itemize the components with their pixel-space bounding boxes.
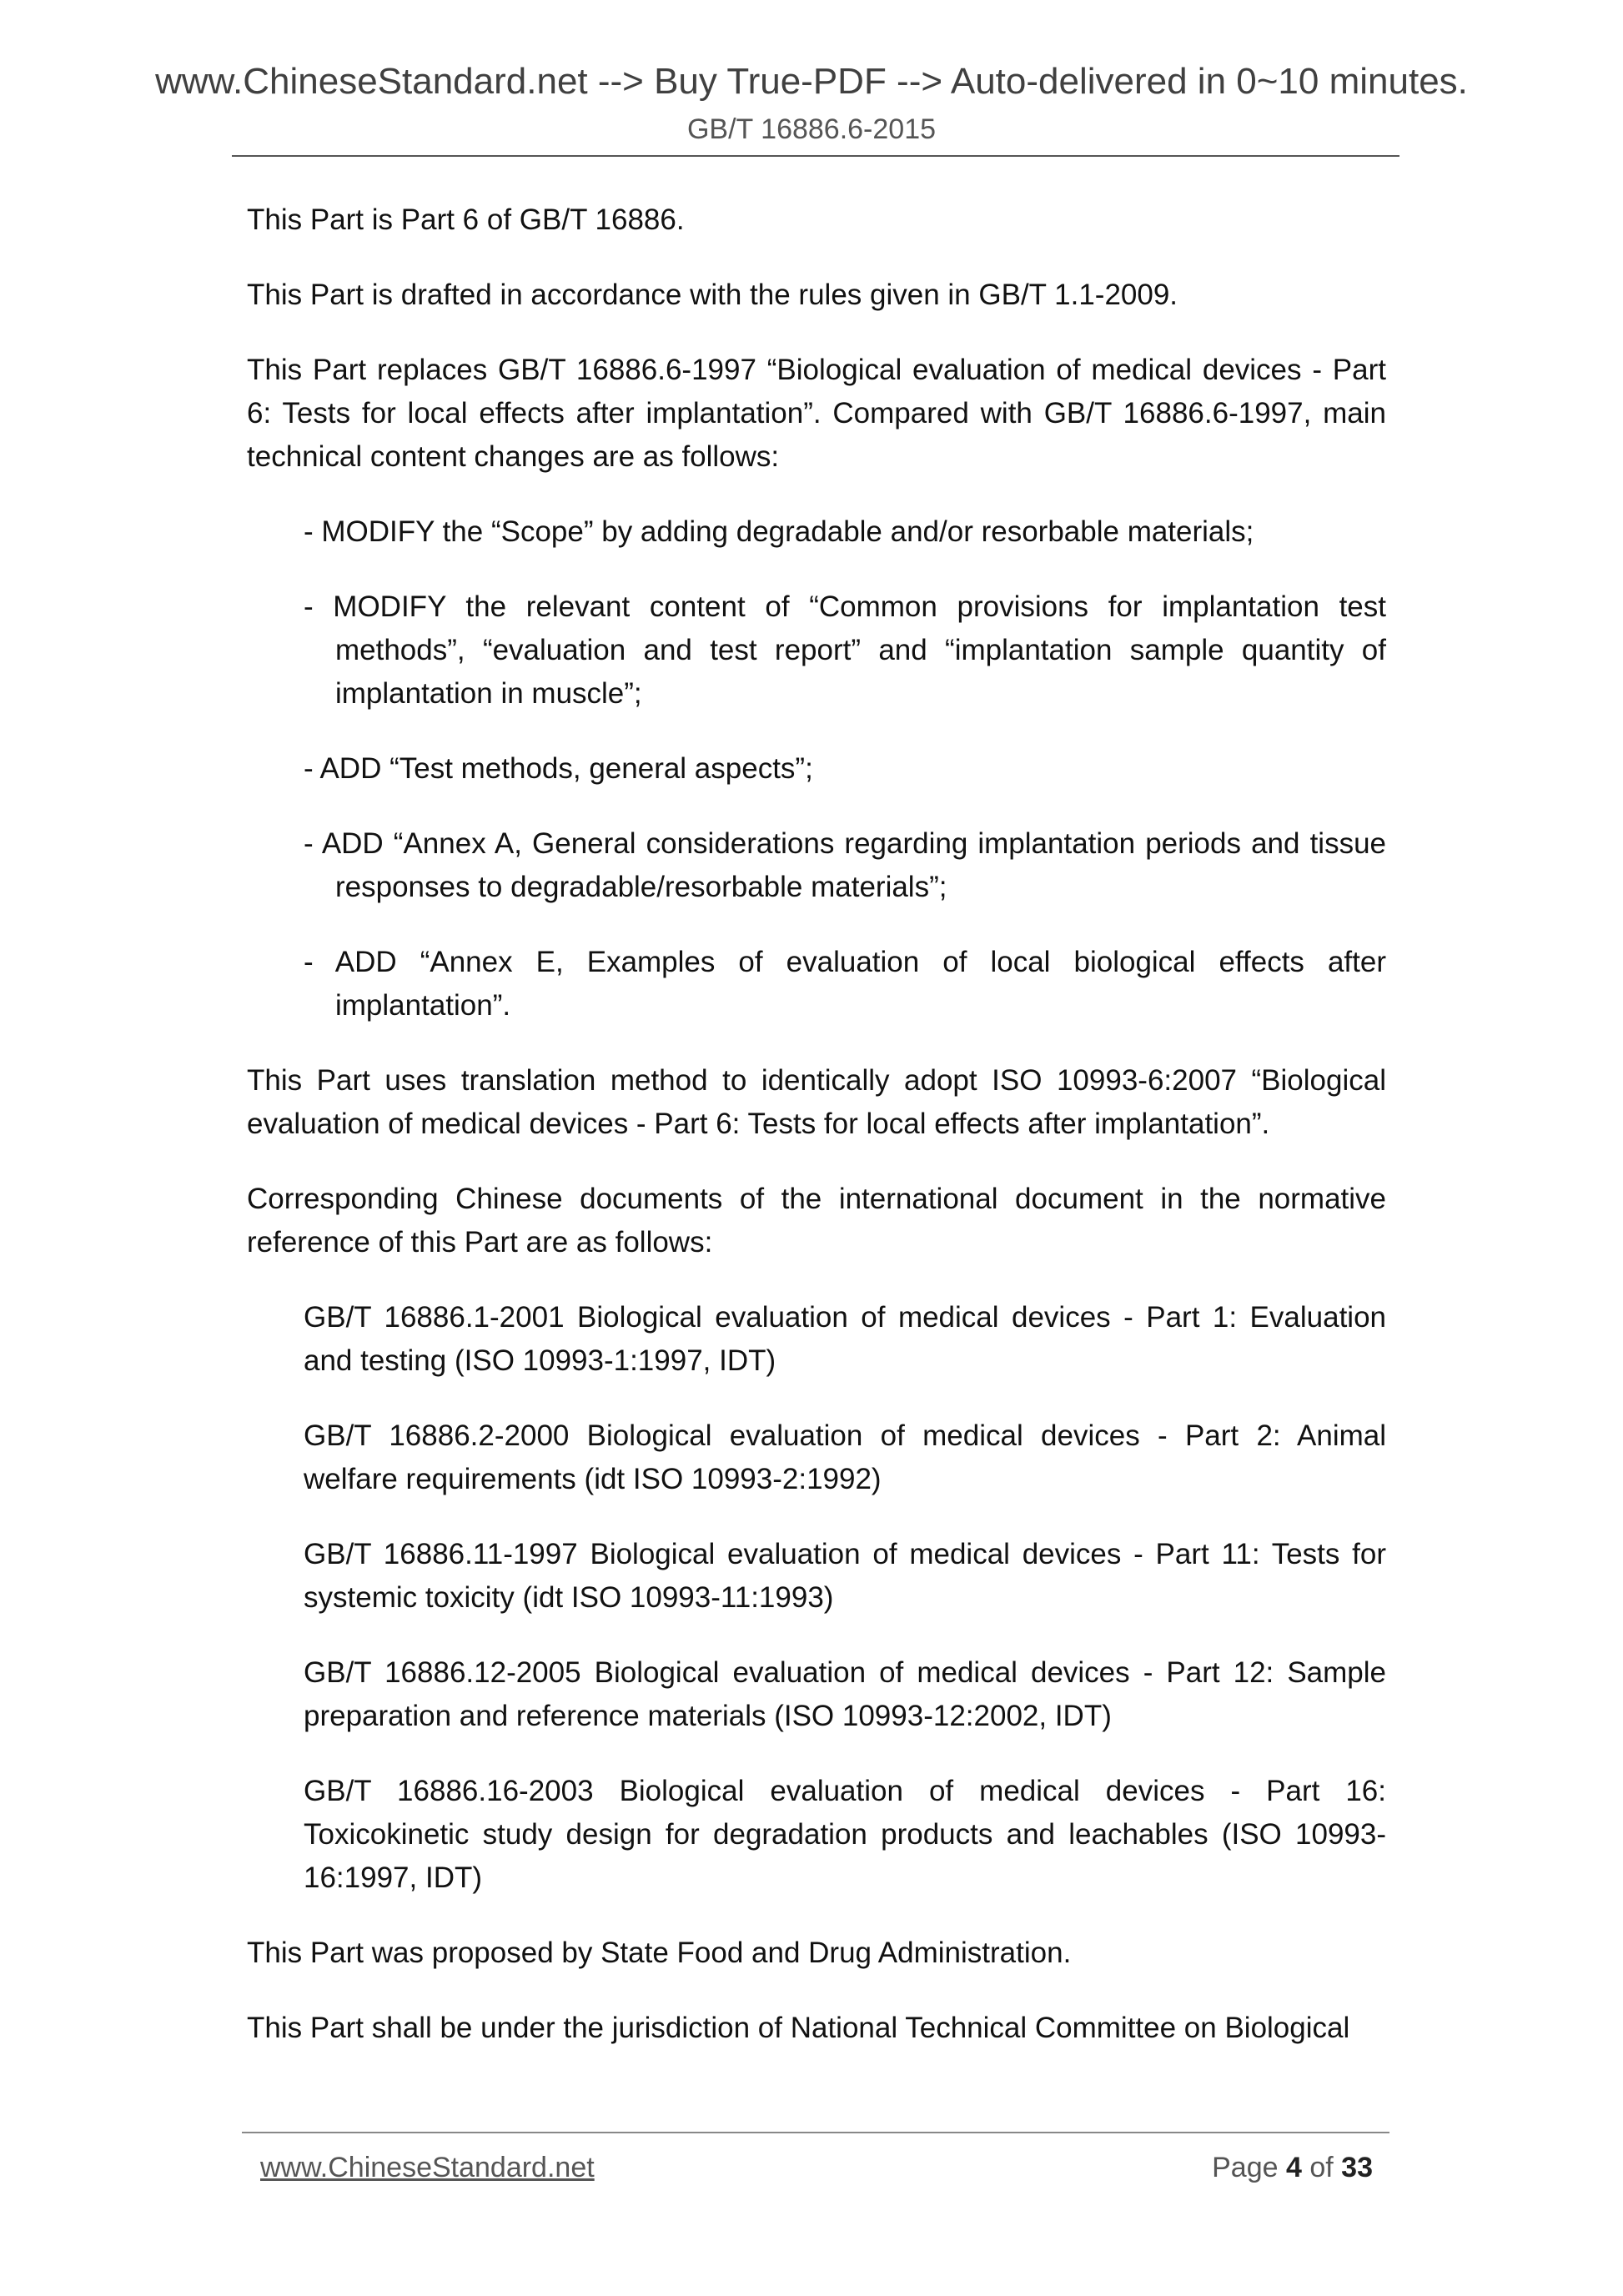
paragraph-adoption: This Part uses translation method to identically adopt ISO 10993-6:2007 “Biological evaluation of medical devices - Part 6: Tests for local effects after implantation”. xyxy=(247,1064,1386,1140)
list-item: GB/T 16886.12-2005 Biological evaluation of medical devices - Part 12: Sample preparation and reference materials (ISO 10993-12:2002, IDT) xyxy=(304,1656,1386,1732)
list-item: - MODIFY the “Scope” by adding degradable and/or resorbable materials; xyxy=(304,515,1254,548)
list-item: GB/T 16886.16-2003 Biological evaluation of medical devices - Part 16: Toxicokinetic study design for degradation products and leachables (ISO 10993-16:1997, IDT) xyxy=(304,1775,1386,1894)
list-item: GB/T 16886.1-2001 Biological evaluation of medical devices - Part 1: Evaluation and testing (ISO 10993-1:1997, IDT) xyxy=(304,1301,1386,1377)
header-divider xyxy=(232,155,1399,157)
paragraph-part-number: This Part is Part 6 of GB/T 16886. xyxy=(247,203,685,236)
page-of: of xyxy=(1309,2152,1334,2183)
list-item: GB/T 16886.2-2000 Biological evaluation of medical devices - Part 2: Animal welfare requirements (idt ISO 10993-2:1992) xyxy=(304,1419,1386,1495)
page-header xyxy=(0,60,1623,147)
footer-site-link[interactable]: www.ChineseStandard.net xyxy=(260,2152,595,2183)
paragraph-jurisdiction: This Part shall be under the jurisdiction of National Technical Committee on Biological xyxy=(247,2012,1350,2044)
page-number xyxy=(1212,2152,1373,2184)
list-item: - ADD “Annex A, General considerations regarding implantation periods and tissue responses to degradable/resorbable materials”; xyxy=(304,827,1386,903)
paragraph-drafting-rules: This Part is drafted in accordance with the rules given in GB/T 1.1-2009. xyxy=(247,279,1178,311)
page-total: 33 xyxy=(1341,2152,1373,2183)
list-item: - ADD “Annex E, Examples of evaluation of local biological effects after implantation”. xyxy=(304,946,1386,1022)
page-footer xyxy=(260,2152,1373,2184)
page-prefix: Page xyxy=(1212,2152,1279,2183)
changes-list xyxy=(247,510,1386,1027)
header-banner[interactable]: www.ChineseStandard.net --> Buy True-PDF --> Auto-delivered in 0~10 minutes. xyxy=(155,61,1468,102)
list-item: GB/T 16886.11-1997 Biological evaluation of medical devices - Part 11: Tests for systemic toxicity (idt ISO 10993-11:1993) xyxy=(304,1538,1386,1614)
list-item: - MODIFY the relevant content of “Common provisions for implantation test methods”, “evaluation and test report” and “implantation sample quantity of implantation in muscle”; xyxy=(304,590,1386,710)
paragraph-replaces: This Part replaces GB/T 16886.6-1997 “Biological evaluation of medical devices - Part 6: Tests for local effects after implantation”. Compared with GB/T 16886.6-1997, main technical content changes are as follows: xyxy=(247,354,1386,473)
reference-list xyxy=(247,1296,1386,1900)
header-doc-id: GB/T 16886.6-2015 xyxy=(686,113,937,145)
list-item: - ADD “Test methods, general aspects”; xyxy=(304,752,813,785)
page-current: 4 xyxy=(1285,2152,1302,2183)
paragraph-proposed-by: This Part was proposed by State Food and Drug Administration. xyxy=(247,1937,1072,1969)
footer-divider xyxy=(242,2132,1389,2133)
paragraph-corresponding-docs: Corresponding Chinese documents of the international document in the normative reference of this Part are as follows: xyxy=(247,1183,1386,1259)
document-body xyxy=(247,198,1386,2082)
